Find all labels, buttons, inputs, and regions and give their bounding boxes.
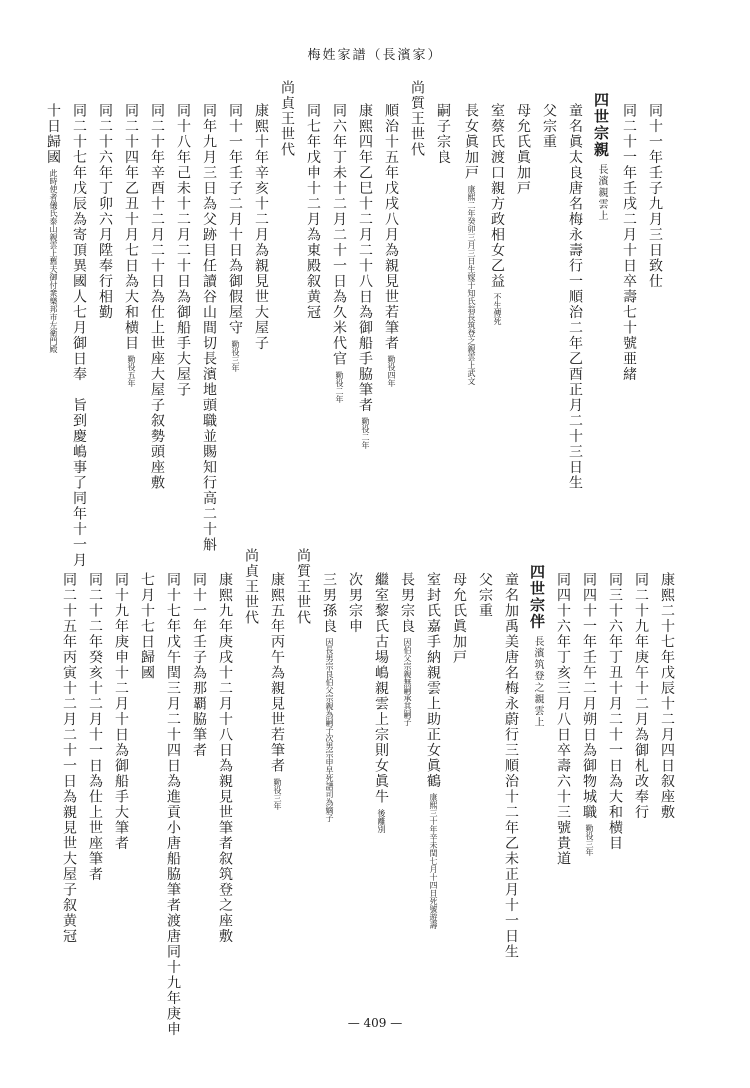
column-text: 同二十五年丙寅十二月二十一日為親見世大屋子叙黄冠 [61,572,77,944]
lower-column [634,572,648,820]
column-text: 康熙十年辛亥十二月為親見世大屋子 [253,103,269,351]
annotation-note: 勤役四年 [387,355,396,387]
column-text: 同二十九年庚午十二月為御札改奉行 [633,572,649,820]
annotation-note: 後離別 [377,808,386,833]
column-text: 父宗重 [477,572,493,619]
column-text: 同七年戊申十二月為東殿叙黄冠 [305,103,321,320]
column-text: 同十七年戊午閏三月二十四日為進貢小唐船脇筆者渡唐同十九年庚申 [165,572,181,1037]
annotation-note: 勤役三年 [231,339,240,372]
lower-column [88,572,102,882]
column-text: 尚貞王世代 [243,548,259,626]
column-text: 同十一年壬子九月三日致仕 [647,103,663,289]
lower-column [348,572,362,634]
upper-column [384,103,398,387]
upper-column [228,103,242,372]
lower-column [322,572,336,822]
upper-column [98,103,112,320]
annotation-note: 因伯父宗親無嗣承其嗣子 [403,638,412,726]
lower-column [504,572,518,960]
lower-column [166,572,180,1037]
lower-column [192,572,206,758]
upper-column [46,103,60,353]
page-number: — 409 — [347,1016,403,1030]
lower-column [478,572,492,619]
upper-column [124,103,138,387]
lower-column [556,572,570,867]
annotation-note: 不生傳死 [493,293,502,325]
column-text: 十日歸國 [45,103,61,165]
column-text: 同二十四年乙丑十月七日為大和横目 [123,103,139,351]
page-header: 梅姓家譜（長濱家） [307,48,443,63]
annotation-note: 勤役三年 [585,824,594,856]
column-text: 康熙九年庚戌十二月十八日為親見世筆者叙筑登之座敷 [217,572,233,944]
lower-column [244,548,258,626]
annotation-note: 因長男宗良伯父宗親為嗣子次男宗申早死譜司為嫡子 [325,638,334,822]
upper-column [202,103,216,553]
upper-column [436,103,450,165]
column-text: 父宗重 [541,103,557,150]
lower-column [452,572,466,665]
upper-column [280,80,294,158]
column-text: 繼室黎氏古場嶋親雲上宗則女眞牛 [373,572,389,805]
upper-column [542,103,556,150]
upper-column [176,103,190,398]
lower-column [62,572,76,944]
lower-column [400,572,414,726]
annotation-note: 康熙二年癸卯三月三日生嫁于知氏翁長筑登之親雲上武文 [467,184,476,385]
upper-column [622,103,636,382]
lower-column [140,572,154,681]
upper-column [150,103,164,491]
lower-column [582,572,596,856]
column-text: 室封氏嘉手納親雲上助正女眞鶴 [425,572,441,789]
column-text: 長男宗良 [399,572,415,634]
column-text: 嗣子宗良 [435,103,451,165]
annotation-note: 康熙三十年辛未閏七月十四日死號遊壽 [429,793,438,929]
column-text: 長女眞加戸 [463,103,479,181]
upper-column [254,103,268,351]
upper-column [568,103,582,491]
column-text: 同二十六年丁卯六月陞奉行相勤 [97,103,113,320]
column-text: 康熙五年丙午為親見世若筆者 [269,572,285,774]
generation-heading: 四世宗親 [592,92,610,158]
column-text: 同十九年庚申十二月十日為御船手大筆者 [113,572,129,851]
column-text: 順治十五年戊戌八月為親見世若筆者 [383,103,399,351]
column-text: 同十八年己未十二月二十日為御船手大屋子 [175,103,191,398]
annotation-note: 勤役五年 [127,355,136,387]
column-text: 同四十六年丁亥三月八日卒壽六十三號貴道 [555,572,571,867]
column-text: 三男孫良 [321,572,337,634]
upper-column [516,103,530,196]
column-text: 室蔡氏渡口親方政相女乙益 [489,103,505,289]
column-text: 同六年丁未十二月二十一日為久米代官 [331,103,347,367]
column-text: 七月十七日歸國 [139,572,155,681]
upper-column [410,80,424,158]
column-text: 尚質王世代 [295,548,311,626]
annotation-note: 勤役二年 [335,370,344,403]
upper-column [490,103,504,325]
column-text: 同二十二年癸亥十二月十一日為仕上世座筆者 [87,572,103,882]
column-text: 同三十六年丁丑十月二十一日為大和横目 [607,572,623,851]
column-text: 同十一年壬子為那覇脇筆者 [191,572,207,758]
column-text: 同四十一年壬午二月朔日為御物城職 [581,572,597,820]
lower-column [608,572,622,851]
annotation-note: 勤役二年 [361,417,370,449]
column-text: 尚質王世代 [409,80,425,158]
lower-column [660,572,674,820]
annotation-note: 勤役三年 [273,777,282,810]
column-text: 同二十一年壬戌二月十日卒壽七十號亜緒 [621,103,637,382]
column-text: 童名加禹美唐名梅永蔚行三順治十二年乙未正月十一日生 [503,572,519,960]
upper-column [648,103,662,289]
column-text: 同二十七年戊辰為寄頂異國人七月御日奉 旨到慶嶋事了同年十一月 [71,103,87,568]
column-text: 母允氏眞加戸 [451,572,467,665]
lower-column [374,572,388,833]
lower-column [270,572,284,810]
lower-column [218,572,232,944]
upper-column [358,103,372,449]
generation-title: 長濱筑登之親雲上 [532,636,543,728]
generation-heading: 四世宗伴 [528,564,546,630]
upper-column [594,92,608,222]
upper-column [332,103,346,403]
column-text: 同年九月三日為父跡目任讀谷山間切長濱地頭職並賜知行高二十斛 [201,103,217,553]
lower-column [114,572,128,851]
column-text: 童名眞太良唐名梅永壽行一順治二年乙酉正月二十三日生 [567,103,583,491]
column-text: 康熙四年乙巳十二月二十八日為御船手脇筆者 [357,103,373,413]
upper-column [72,103,86,568]
column-text: 尚貞王世代 [279,80,295,158]
column-text: 同十一年壬子二月十日為御假屋守 [227,103,243,336]
generation-title: 長濱親雲上 [596,164,607,222]
column-text: 母允氏眞加戸 [515,103,531,196]
lower-column [296,548,310,626]
lower-column [530,564,544,728]
upper-column [464,103,478,385]
lower-column [426,572,440,929]
column-text: 康熙二十七年戊辰十二月四日叙座敷 [659,572,675,820]
annotation-note: 此時使者儀氏泰山親雲上舊夫御付衆樂邦市左衛門殿 [49,169,58,353]
column-text: 同二十年辛酉十二月二十日為仕上世座大屋子叙勢頭座敷 [149,103,165,491]
upper-column [306,103,320,320]
column-text: 次男宗申 [347,572,363,634]
